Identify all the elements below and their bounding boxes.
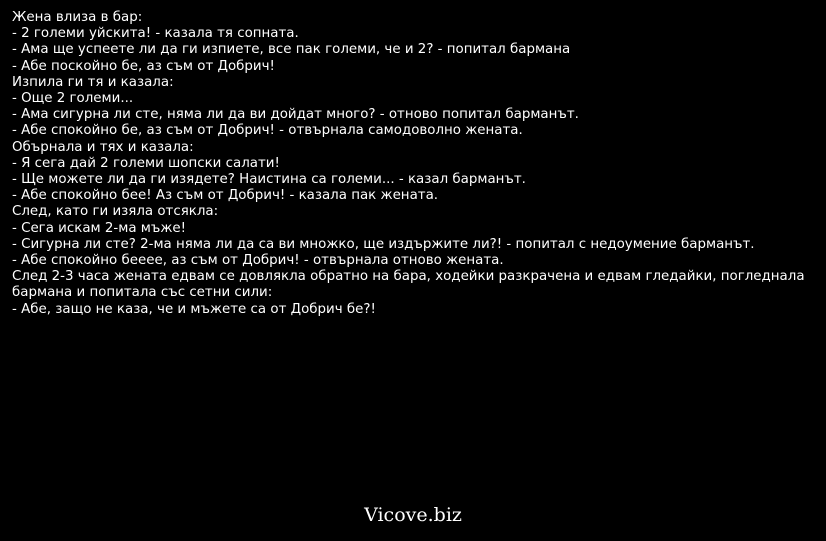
joke-line: - Още 2 големи... <box>12 91 134 107</box>
site-watermark: Vicove.biz <box>364 504 462 526</box>
joke-line: След 2-3 часа жената едвам се довлякла обратно на бара, ходейки разкрачена и едвам гледайки, погледнала бармана и попитала със сетни сили: <box>12 269 809 301</box>
joke-line: - Ама сигурна ли сте, няма ли да ви дойдат много? - отново попитал барманът. <box>12 107 579 123</box>
joke-line: - Ама ще успеете ли да ги изпиете, все пак големи, че и 2? - попитал бармана <box>12 42 571 58</box>
joke-line: След, като ги изяла отсякла: <box>12 204 219 220</box>
joke-line: - Сега искам 2-ма мъже! <box>12 220 187 236</box>
joke-line: - Абе спокойно беееe, аз съм от Добрич! - отвърнала отново жената. <box>12 253 504 269</box>
joke-line: - Я сега дай 2 големи шопски салати! <box>12 155 280 171</box>
joke-text <box>12 10 817 318</box>
joke-line: Изпила ги тя и казала: <box>12 74 174 90</box>
joke-line: - 2 големи уйскита! - казала тя сопната. <box>12 26 299 42</box>
joke-line: - Абе, защо не каза, че и мъжете са от Добрич бе?! <box>12 301 376 317</box>
joke-line: - Сигурна ли сте? 2-ма няма ли да са ви множко, ще издържите ли?! - попитал с недоумение барманът. <box>12 236 755 252</box>
joke-line: - Абе спокойно бе, аз съм от Добрич! - отвърнала самодоволно жената. <box>12 123 523 139</box>
joke-line: Жена влиза в бар: <box>12 10 143 25</box>
joke-line: Обърнала и тях и казала: <box>12 139 194 155</box>
joke-line: - Ще можете ли да ги изядете? Наистина са големи... - казал барманът. <box>12 172 526 188</box>
joke-line: - Абе спокойно бее! Аз съм от Добрич! - казала пак жената. <box>12 188 439 204</box>
joke-line: - Абе поскойно бе, аз съм от Добрич! <box>12 58 275 74</box>
